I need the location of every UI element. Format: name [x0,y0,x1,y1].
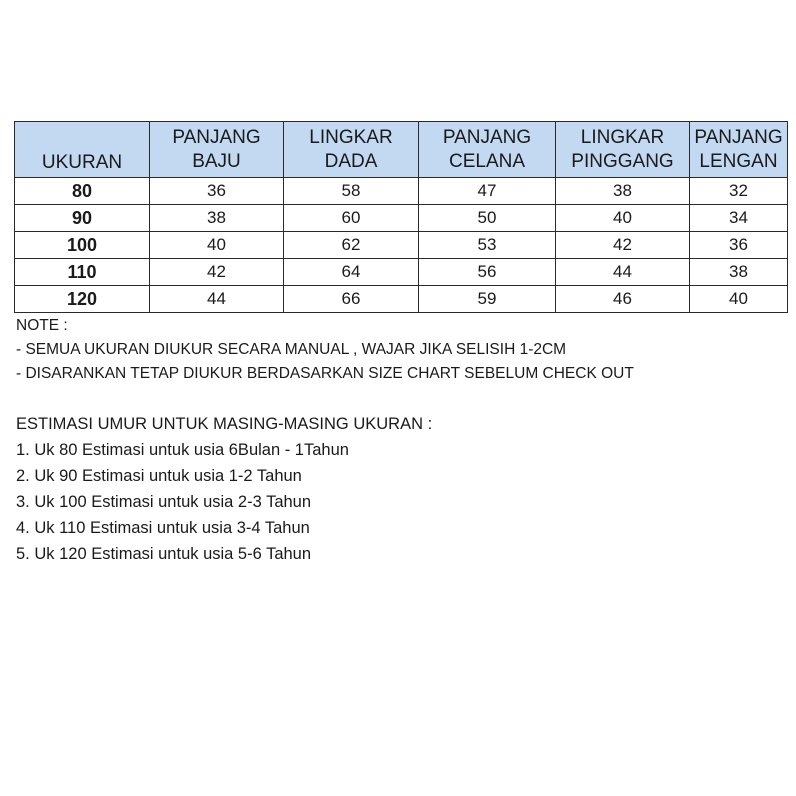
table-cell: 42 [150,259,284,286]
note-item: - DISARANKAN TETAP DIUKUR BERDASARKAN SIZE CHART SEBELUM CHECK OUT [16,365,634,382]
table-cell: 64 [284,259,419,286]
table-cell: 46 [556,286,690,313]
table-row [15,178,788,205]
table-cell: 36 [150,178,284,205]
size-cell: 80 [15,178,150,205]
table-cell: 66 [284,286,419,313]
table-cell: 36 [690,232,788,259]
table-cell: 50 [419,205,556,232]
age-estimate-section [16,411,432,567]
table-row [15,205,788,232]
size-cell: 110 [15,259,150,286]
size-cell: 120 [15,286,150,313]
table-cell: 42 [556,232,690,259]
table-row [15,232,788,259]
size-chart-table [14,121,788,313]
table-header-row [15,122,788,178]
table-cell: 44 [150,286,284,313]
table-cell: 60 [284,205,419,232]
table-cell: 53 [419,232,556,259]
size-cell: 90 [15,205,150,232]
table-cell: 38 [556,178,690,205]
note-item: - SEMUA UKURAN DIUKUR SECARA MANUAL , WAJAR JIKA SELISIH 1-2CM [16,341,567,358]
size-cell: 100 [15,232,150,259]
header-lingkar-dada: LINGKAR DADA [284,122,419,178]
table-cell: 38 [690,259,788,286]
age-estimate-item: 4. Uk 110 Estimasi untuk usia 3-4 Tahun [16,519,310,537]
age-estimate-item: 1. Uk 80 Estimasi untuk usia 6Bulan - 1Tahun [16,441,349,459]
table-row [15,286,788,313]
table-row [15,259,788,286]
table-cell: 38 [150,205,284,232]
table-cell: 34 [690,205,788,232]
table-cell: 59 [419,286,556,313]
header-panjang-celana: PANJANG CELANA [419,122,556,178]
header-panjang-lengan: PANJANG LENGAN [690,122,788,178]
header-ukuran: UKURAN [15,122,150,178]
age-estimate-item: 2. Uk 90 Estimasi untuk usia 1-2 Tahun [16,467,302,485]
table-cell: 44 [556,259,690,286]
notes-title: NOTE : [16,317,68,334]
age-estimate-title: ESTIMASI UMUR UNTUK MASING-MASING UKURAN : [16,415,433,433]
header-panjang-baju: PANJANG BAJU [150,122,284,178]
age-estimate-item: 5. Uk 120 Estimasi untuk usia 5-6 Tahun [16,545,312,563]
age-estimate-item: 3. Uk 100 Estimasi untuk usia 2-3 Tahun [16,493,312,511]
table-cell: 62 [284,232,419,259]
header-lingkar-pinggang: LINGKAR PINGGANG [556,122,690,178]
notes-section [16,314,634,386]
table-cell: 40 [150,232,284,259]
table-cell: 56 [419,259,556,286]
table-cell: 40 [556,205,690,232]
table-cell: 40 [690,286,788,313]
table-cell: 32 [690,178,788,205]
table-cell: 47 [419,178,556,205]
table-cell: 58 [284,178,419,205]
